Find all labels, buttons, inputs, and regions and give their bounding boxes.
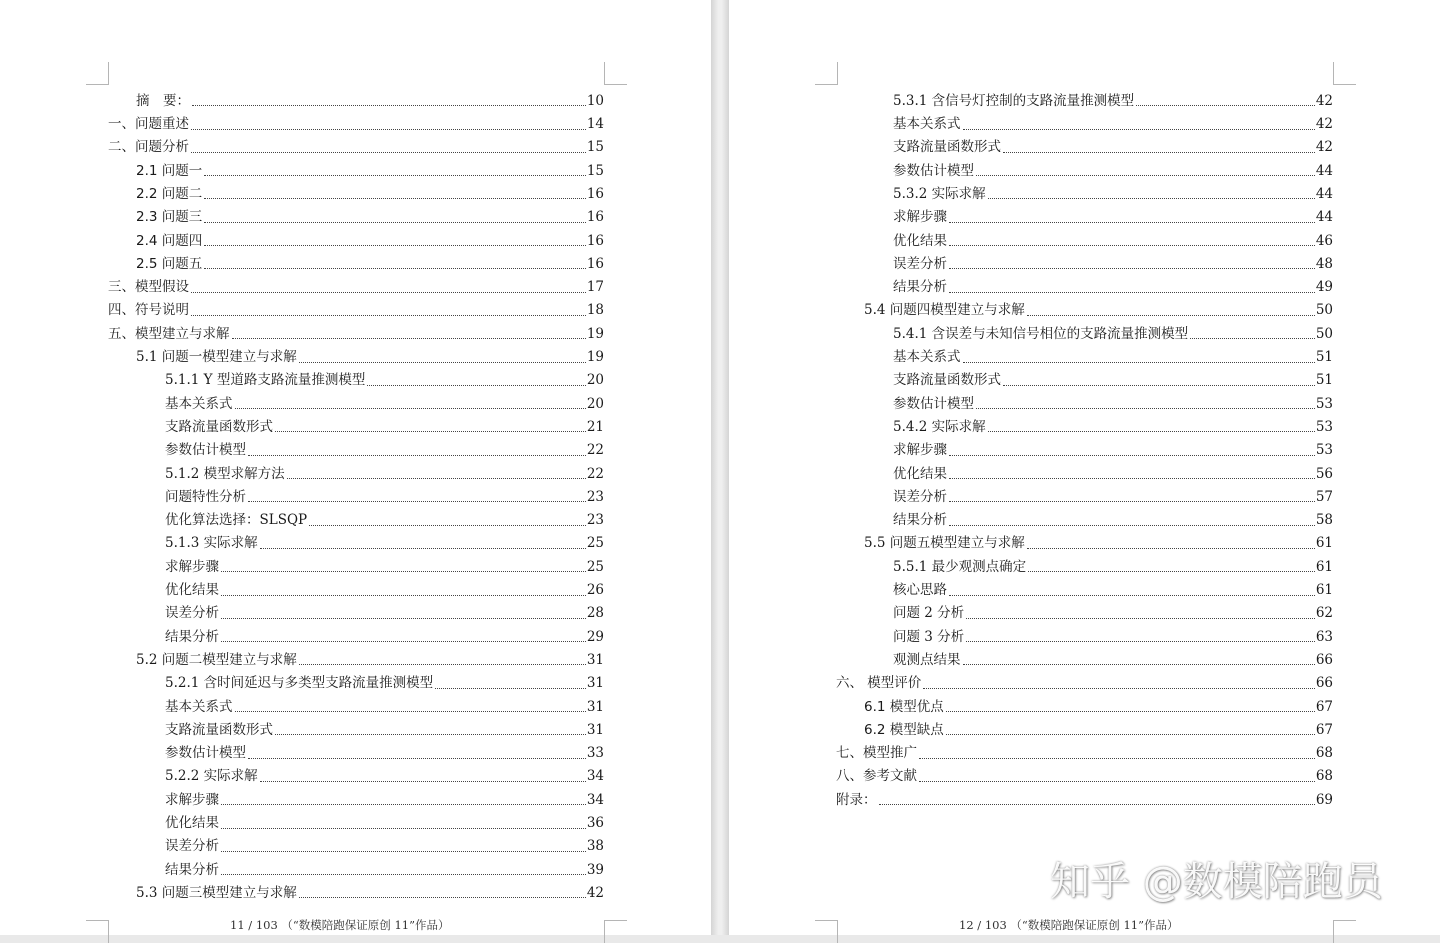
toc-entry-title: 2.2 问题二	[136, 185, 203, 202]
toc-entry-page-number: 14	[586, 116, 604, 133]
dot-leader	[299, 664, 586, 665]
toc-entry[interactable]	[108, 388, 604, 411]
toc-entry[interactable]	[836, 108, 1333, 131]
toc-entry[interactable]	[108, 737, 604, 760]
dot-leader	[275, 734, 586, 735]
toc-entry[interactable]	[108, 178, 604, 201]
page-footer: 11 / 103 （“数模陪跑保证原创 11”作品）	[230, 918, 450, 932]
toc-entry-title: 核心思路	[893, 582, 947, 599]
table-of-contents	[836, 85, 1333, 807]
toc-entry-page-number: 50	[1315, 325, 1333, 342]
dot-leader	[204, 198, 586, 199]
toc-entry-page-number: 26	[586, 582, 604, 599]
toc-entry-page-number: 61	[1315, 582, 1333, 599]
toc-entry-page-number: 67	[1315, 698, 1333, 715]
toc-entry[interactable]	[108, 365, 604, 388]
toc-entry-title: 问题特性分析	[165, 488, 246, 505]
toc-entry-title: 四、符号说明	[108, 302, 189, 319]
toc-entry-page-number: 31	[586, 675, 604, 692]
toc-entry[interactable]	[108, 877, 604, 900]
toc-entry[interactable]	[836, 225, 1333, 248]
table-of-contents	[108, 85, 604, 900]
dot-leader	[260, 781, 586, 782]
dot-leader	[976, 408, 1315, 409]
toc-entry[interactable]	[108, 761, 604, 784]
toc-entry-title: 5.1.1 Y 型道路支路流量推测模型	[165, 372, 366, 389]
toc-entry-page-number: 16	[586, 185, 604, 202]
toc-entry-page-number: 29	[586, 628, 604, 645]
toc-entry[interactable]	[836, 691, 1333, 714]
dot-leader	[1136, 105, 1315, 106]
toc-entry-title: 优化算法选择：SLSQP	[165, 512, 308, 529]
toc-entry-title: 基本关系式	[165, 698, 233, 715]
dot-leader	[923, 688, 1315, 689]
toc-entry[interactable]	[836, 341, 1333, 364]
dot-leader	[191, 129, 586, 130]
toc-entry-page-number: 31	[586, 698, 604, 715]
toc-entry-title: 七、模型推广	[836, 745, 917, 762]
toc-entry[interactable]	[108, 271, 604, 294]
toc-entry-title: 参数估计模型	[165, 745, 246, 762]
dot-leader	[204, 222, 586, 223]
dot-leader	[367, 385, 585, 386]
dot-leader	[221, 641, 586, 642]
toc-entry-title: 6.1 模型优点	[864, 698, 944, 715]
crop-mark	[1333, 62, 1356, 85]
toc-entry[interactable]	[836, 784, 1333, 807]
dot-leader	[949, 478, 1315, 479]
dot-leader	[221, 618, 586, 619]
dot-leader	[248, 758, 586, 759]
toc-entry-title: 五、模型建立与求解	[108, 325, 230, 342]
dot-leader	[232, 338, 586, 339]
toc-entry[interactable]	[108, 225, 604, 248]
toc-entry-page-number: 49	[1315, 279, 1333, 296]
toc-entry[interactable]	[108, 248, 604, 271]
toc-entry[interactable]	[836, 201, 1333, 224]
toc-entry-page-number: 51	[1315, 349, 1333, 366]
dot-leader	[949, 245, 1315, 246]
toc-entry[interactable]	[108, 598, 604, 621]
toc-entry-page-number: 10	[586, 92, 604, 109]
toc-entry-title: 八、参考文献	[836, 768, 917, 785]
toc-entry[interactable]	[836, 411, 1333, 434]
toc-entry-title: 2.1 问题一	[136, 162, 203, 179]
toc-entry-page-number: 18	[586, 302, 604, 319]
toc-entry-title: 求解步骤	[893, 209, 947, 226]
dot-leader	[235, 408, 586, 409]
dot-leader	[966, 618, 1315, 619]
toc-entry-page-number: 15	[586, 162, 604, 179]
dot-leader	[946, 711, 1315, 712]
dot-leader	[1003, 385, 1315, 386]
dot-leader	[275, 431, 586, 432]
toc-entry-page-number: 42	[586, 884, 604, 901]
toc-entry-title: 一、问题重述	[108, 116, 189, 133]
toc-entry[interactable]	[108, 784, 604, 807]
toc-entry[interactable]	[108, 807, 604, 830]
dot-leader	[949, 222, 1315, 223]
dot-leader	[879, 804, 1315, 805]
crop-mark	[604, 62, 627, 85]
toc-entry[interactable]	[836, 761, 1333, 784]
toc-entry-title: 结果分析	[165, 861, 219, 878]
toc-entry-title: 优化结果	[165, 815, 219, 831]
toc-entry-title: 5.5.1 最少观测点确定	[893, 558, 1027, 575]
toc-entry-title: 5.3.2 实际求解	[893, 185, 986, 202]
crop-mark	[815, 62, 838, 85]
toc-entry-title: 问题 2 分析	[893, 605, 965, 622]
toc-entry-page-number: 44	[1315, 209, 1333, 226]
toc-entry-title: 支路流量函数形式	[893, 372, 1001, 389]
toc-entry-title: 误差分析	[165, 605, 219, 622]
toc-entry[interactable]	[108, 201, 604, 224]
dot-leader	[963, 129, 1315, 130]
toc-entry[interactable]	[836, 551, 1333, 574]
toc-entry-page-number: 66	[1315, 651, 1333, 668]
toc-entry-title: 支路流量函数形式	[165, 418, 273, 435]
dot-leader	[966, 641, 1315, 642]
dot-leader	[1027, 315, 1315, 316]
dot-leader	[1190, 338, 1315, 339]
toc-entry-page-number: 63	[1315, 628, 1333, 645]
toc-entry[interactable]	[108, 854, 604, 877]
toc-entry-title: 5.2.1 含时间延迟与多类型支路流量推测模型	[165, 675, 434, 692]
toc-entry-page-number: 20	[586, 395, 604, 412]
toc-entry[interactable]	[836, 178, 1333, 201]
dot-leader	[204, 245, 586, 246]
toc-entry-page-number: 25	[586, 558, 604, 575]
page-footer: 12 / 103 （“数模陪跑保证原创 11”作品）	[959, 918, 1179, 932]
toc-entry-title: 5.4 问题四模型建立与求解	[864, 302, 1025, 319]
toc-entry-page-number: 22	[586, 465, 604, 482]
dot-leader	[191, 152, 586, 153]
toc-entry[interactable]	[836, 132, 1333, 155]
toc-entry-title: 5.2.2 实际求解	[165, 768, 258, 785]
toc-entry-page-number: 46	[1315, 232, 1333, 249]
toc-entry-title: 5.1.2 模型求解方法	[165, 465, 285, 482]
toc-entry-page-number: 66	[1315, 675, 1333, 692]
dot-leader	[949, 595, 1315, 596]
toc-entry-title: 求解步骤	[893, 442, 947, 459]
toc-entry-title: 5.1 问题一模型建立与求解	[136, 349, 297, 366]
toc-entry-title: 参数估计模型	[893, 162, 974, 179]
toc-entry[interactable]	[108, 831, 604, 854]
toc-entry-title: 结果分析	[893, 512, 947, 529]
dot-leader	[946, 734, 1315, 735]
dot-leader	[949, 268, 1315, 269]
dot-leader	[221, 828, 586, 829]
toc-entry[interactable]	[108, 155, 604, 178]
dot-leader	[949, 292, 1315, 293]
dot-leader	[1003, 152, 1315, 153]
toc-entry-title: 支路流量函数形式	[165, 721, 273, 738]
toc-entry-page-number: 22	[586, 442, 604, 459]
toc-entry-title: 2.3 问题三	[136, 209, 203, 226]
toc-entry-title: 摘 要：	[136, 92, 190, 109]
toc-entry-page-number: 48	[1315, 255, 1333, 272]
dot-leader	[988, 198, 1315, 199]
document-page-right	[729, 0, 1440, 935]
toc-entry-page-number: 61	[1315, 535, 1333, 552]
toc-entry-title: 误差分析	[165, 838, 219, 855]
toc-entry-page-number: 36	[586, 815, 604, 831]
toc-entry-page-number: 31	[586, 721, 604, 738]
toc-entry[interactable]	[836, 271, 1333, 294]
toc-entry-page-number: 53	[1315, 442, 1333, 459]
dot-leader	[949, 455, 1315, 456]
toc-entry-title: 5.3 问题三模型建立与求解	[136, 884, 297, 901]
toc-entry[interactable]	[836, 434, 1333, 457]
toc-entry-page-number: 57	[1315, 488, 1333, 505]
toc-entry-page-number: 25	[586, 535, 604, 552]
toc-entry[interactable]	[108, 528, 604, 551]
dot-leader	[191, 292, 586, 293]
toc-entry-title: 优化结果	[165, 582, 219, 599]
dot-leader	[299, 897, 586, 898]
dot-leader	[963, 664, 1315, 665]
toc-entry-page-number: 56	[1315, 465, 1333, 482]
toc-entry[interactable]	[836, 714, 1333, 737]
toc-entry-page-number: 42	[1315, 116, 1333, 133]
toc-entry-page-number: 31	[586, 651, 604, 668]
toc-entry-page-number: 51	[1315, 372, 1333, 389]
dot-leader	[221, 874, 586, 875]
toc-entry-page-number: 42	[1315, 92, 1333, 109]
dot-leader	[287, 478, 586, 479]
toc-entry[interactable]	[836, 644, 1333, 667]
toc-entry-title: 求解步骤	[165, 558, 219, 575]
toc-entry-title: 基本关系式	[893, 116, 961, 133]
toc-entry[interactable]	[836, 365, 1333, 388]
toc-entry[interactable]	[836, 85, 1333, 108]
toc-entry-title: 结果分析	[893, 279, 947, 296]
toc-entry[interactable]	[836, 458, 1333, 481]
toc-entry-page-number: 50	[1315, 302, 1333, 319]
toc-entry-page-number: 16	[586, 255, 604, 272]
toc-entry-title: 优化结果	[893, 465, 947, 482]
dot-leader	[919, 781, 1315, 782]
toc-entry[interactable]	[836, 598, 1333, 621]
toc-entry[interactable]	[836, 388, 1333, 411]
toc-entry[interactable]	[108, 295, 604, 318]
toc-entry[interactable]	[108, 574, 604, 597]
toc-entry-title: 2.5 问题五	[136, 255, 203, 272]
toc-entry-page-number: 17	[586, 279, 604, 296]
dot-leader	[191, 315, 586, 316]
toc-entry-page-number: 28	[586, 605, 604, 622]
toc-entry-page-number: 58	[1315, 512, 1333, 529]
toc-entry-title: 问题 3 分析	[893, 628, 965, 645]
toc-entry-title: 误差分析	[893, 255, 947, 272]
toc-entry[interactable]	[108, 108, 604, 131]
crop-mark	[86, 920, 109, 943]
toc-entry-page-number: 69	[1315, 791, 1333, 808]
toc-entry[interactable]	[108, 434, 604, 457]
dot-leader	[248, 501, 586, 502]
toc-entry[interactable]	[836, 621, 1333, 644]
toc-entry[interactable]	[108, 481, 604, 504]
toc-entry[interactable]	[836, 318, 1333, 341]
toc-entry-page-number: 68	[1315, 768, 1333, 785]
toc-entry[interactable]	[108, 132, 604, 155]
document-page-left	[0, 0, 711, 935]
toc-entry[interactable]	[108, 621, 604, 644]
toc-entry[interactable]	[836, 574, 1333, 597]
toc-entry[interactable]	[108, 714, 604, 737]
crop-mark	[604, 920, 627, 943]
dot-leader	[221, 804, 586, 805]
toc-entry-title: 附录：	[836, 791, 877, 808]
toc-entry[interactable]	[836, 155, 1333, 178]
toc-entry-page-number: 39	[586, 861, 604, 878]
dot-leader	[204, 268, 586, 269]
toc-entry-title: 6.2 模型缺点	[864, 721, 944, 738]
toc-entry[interactable]	[836, 481, 1333, 504]
crop-mark	[815, 920, 838, 943]
dot-leader	[1028, 571, 1315, 572]
toc-entry-page-number: 34	[586, 791, 604, 808]
toc-entry[interactable]	[108, 341, 604, 364]
toc-entry-title: 5.1.3 实际求解	[165, 535, 258, 552]
toc-entry-title: 5.5 问题五模型建立与求解	[864, 535, 1025, 552]
toc-entry-page-number: 53	[1315, 418, 1333, 435]
toc-entry-title: 三、模型假设	[108, 279, 189, 296]
crop-mark	[86, 62, 109, 85]
dot-leader	[963, 362, 1315, 363]
toc-entry[interactable]	[836, 295, 1333, 318]
toc-entry-page-number: 61	[1315, 558, 1333, 575]
toc-entry-title: 参数估计模型	[893, 395, 974, 412]
dot-leader	[260, 548, 586, 549]
toc-entry[interactable]	[108, 551, 604, 574]
toc-entry-page-number: 44	[1315, 162, 1333, 179]
toc-entry-page-number: 44	[1315, 185, 1333, 202]
toc-entry[interactable]	[836, 667, 1333, 690]
dot-leader	[192, 105, 586, 106]
toc-entry[interactable]	[108, 85, 604, 108]
dot-leader	[976, 175, 1315, 176]
dot-leader	[299, 362, 586, 363]
toc-entry[interactable]	[836, 504, 1333, 527]
watermark: 知乎 @数模陪跑员	[1050, 859, 1383, 905]
toc-entry-page-number: 53	[1315, 395, 1333, 412]
toc-entry-title: 5.3.1 含信号灯控制的支路流量推测模型	[893, 92, 1135, 109]
dot-leader	[949, 501, 1315, 502]
toc-entry-page-number: 67	[1315, 721, 1333, 738]
toc-entry-title: 5.2 问题二模型建立与求解	[136, 651, 297, 668]
toc-entry-page-number: 33	[586, 745, 604, 762]
toc-entry-page-number: 38	[586, 838, 604, 855]
toc-entry-title: 二、问题分析	[108, 139, 189, 156]
toc-entry[interactable]	[108, 318, 604, 341]
toc-entry-title: 六、 模型评价	[836, 675, 922, 692]
toc-entry-page-number: 16	[586, 232, 604, 249]
crop-mark	[1333, 920, 1356, 943]
toc-entry-page-number: 42	[1315, 139, 1333, 156]
dot-leader	[949, 525, 1315, 526]
toc-entry-page-number: 19	[586, 349, 604, 366]
dot-leader	[248, 455, 586, 456]
toc-entry-title: 基本关系式	[893, 349, 961, 366]
toc-entry-title: 支路流量函数形式	[893, 139, 1001, 156]
toc-entry-title: 参数估计模型	[165, 442, 246, 459]
toc-entry-page-number: 19	[586, 325, 604, 342]
toc-entry-title: 2.4 问题四	[136, 232, 203, 249]
dot-leader	[435, 688, 586, 689]
toc-entry-title: 误差分析	[893, 488, 947, 505]
dot-leader	[221, 595, 586, 596]
dot-leader	[235, 711, 586, 712]
dot-leader	[309, 525, 586, 526]
toc-entry-title: 结果分析	[165, 628, 219, 645]
toc-entry-page-number: 20	[586, 372, 604, 389]
toc-entry-page-number: 21	[586, 418, 604, 435]
toc-entry-page-number: 16	[586, 209, 604, 226]
toc-entry-title: 优化结果	[893, 232, 947, 249]
toc-entry-title: 5.4.1 含误差与未知信号相位的支路流量推测模型	[893, 325, 1189, 342]
toc-entry-page-number: 23	[586, 512, 604, 529]
toc-entry[interactable]	[108, 667, 604, 690]
toc-entry[interactable]	[108, 644, 604, 667]
toc-entry-page-number: 15	[586, 139, 604, 156]
page-gutter	[711, 0, 729, 935]
dot-leader	[204, 175, 586, 176]
toc-entry-page-number: 34	[586, 768, 604, 785]
toc-entry[interactable]	[108, 411, 604, 434]
toc-entry[interactable]	[108, 458, 604, 481]
dot-leader	[221, 571, 586, 572]
toc-entry-title: 求解步骤	[165, 791, 219, 808]
toc-entry-title: 基本关系式	[165, 395, 233, 412]
toc-entry[interactable]	[836, 737, 1333, 760]
toc-entry-title: 观测点结果	[893, 651, 961, 668]
toc-entry[interactable]	[836, 248, 1333, 271]
toc-entry-page-number: 62	[1315, 605, 1333, 622]
dot-leader	[919, 758, 1315, 759]
toc-entry-title: 5.4.2 实际求解	[893, 418, 986, 435]
dot-leader	[988, 431, 1315, 432]
toc-entry-page-number: 23	[586, 488, 604, 505]
dot-leader	[1027, 548, 1315, 549]
toc-entry[interactable]	[836, 528, 1333, 551]
toc-entry[interactable]	[108, 504, 604, 527]
dot-leader	[221, 851, 586, 852]
toc-entry-page-number: 68	[1315, 745, 1333, 762]
toc-entry[interactable]	[108, 691, 604, 714]
